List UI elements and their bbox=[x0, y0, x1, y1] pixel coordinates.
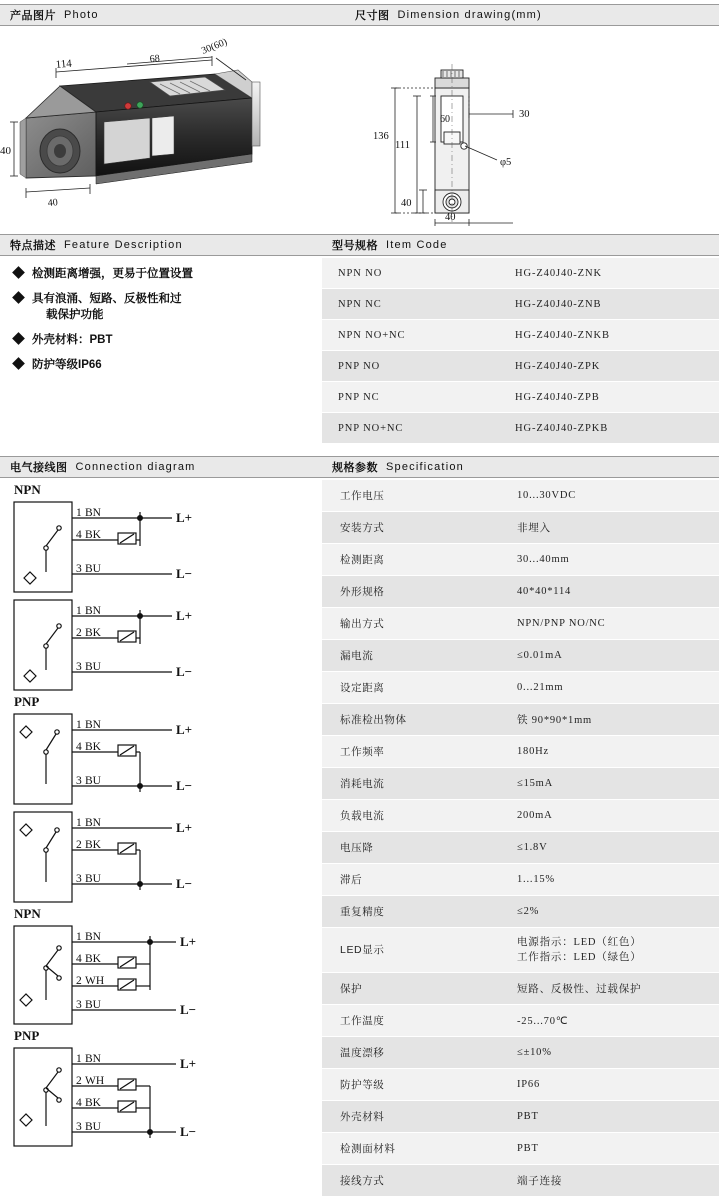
table-row bbox=[322, 928, 719, 973]
wire-label: 1 bbox=[76, 931, 82, 943]
table-row bbox=[322, 864, 719, 896]
spec-key: 接线方式 bbox=[322, 1165, 499, 1197]
table-row bbox=[322, 1037, 719, 1069]
spec-key: 设定距离 bbox=[322, 672, 499, 704]
product-photo-svg bbox=[0, 26, 345, 226]
section-header-connection bbox=[0, 456, 322, 478]
spec-value: NPN/PNP NO/NC bbox=[499, 608, 719, 640]
spec-value: 200mA bbox=[499, 800, 719, 832]
wiring-title: PNP bbox=[14, 1028, 40, 1043]
spec-value: 0...21mm bbox=[499, 672, 719, 704]
spec-key: 温度漂移 bbox=[322, 1037, 499, 1069]
section-header-feature-en: Feature Description bbox=[64, 239, 183, 251]
spec-value: 端子连接 bbox=[499, 1165, 719, 1197]
wire-label: BK bbox=[85, 953, 101, 965]
dimension-drawing bbox=[345, 26, 719, 226]
feature-text-line2: 载保护功能 bbox=[46, 309, 104, 321]
spec-key: 工作电压 bbox=[322, 480, 499, 512]
spec-value: ≤1.8V bbox=[499, 832, 719, 864]
rail-label: L− bbox=[176, 778, 193, 793]
diamond-bullet-icon bbox=[12, 332, 25, 345]
photo-dim-68: 68 bbox=[149, 53, 161, 65]
item-code: HG-Z40J40-ZPKB bbox=[499, 413, 719, 444]
item-type: NPN NO bbox=[322, 258, 499, 289]
table-row bbox=[322, 1133, 719, 1165]
feature-item bbox=[14, 266, 322, 282]
wire-label: 1 bbox=[76, 1053, 82, 1065]
feature-item bbox=[14, 332, 322, 348]
wire-label: 3 bbox=[76, 873, 82, 885]
wire-label: 4 bbox=[76, 1097, 82, 1109]
wire-label: BK bbox=[85, 529, 101, 541]
item-code: HG-Z40J40-ZNKB bbox=[499, 320, 719, 351]
feature-item bbox=[14, 291, 322, 323]
rail-label: L+ bbox=[180, 1056, 197, 1071]
wire-label: BN bbox=[85, 931, 101, 943]
spec-value: 非埋入 bbox=[499, 512, 719, 544]
item-code: HG-Z40J40-ZNB bbox=[499, 289, 719, 320]
table-row bbox=[322, 1069, 719, 1101]
spec-key: 负载电流 bbox=[322, 800, 499, 832]
specification-table bbox=[322, 480, 719, 1197]
spec-value: 40*40*114 bbox=[499, 576, 719, 608]
table-row bbox=[322, 896, 719, 928]
section-header-photo-en: Photo bbox=[64, 9, 99, 21]
diamond-bullet-icon bbox=[12, 357, 25, 370]
wire-label: BU bbox=[85, 661, 101, 673]
item-type: PNP NO bbox=[322, 351, 499, 382]
dim-30: 30 bbox=[519, 109, 530, 120]
wire-label: 3 bbox=[76, 563, 82, 575]
spec-value: PBT bbox=[499, 1101, 719, 1133]
table-row bbox=[322, 608, 719, 640]
diamond-bullet-icon bbox=[12, 266, 25, 279]
section-header-dimension-cn: 尺寸图 bbox=[355, 10, 390, 22]
item-code: HG-Z40J40-ZNK bbox=[499, 258, 719, 289]
product-photo bbox=[0, 26, 345, 226]
table-row bbox=[322, 704, 719, 736]
spec-key: 标准检出物体 bbox=[322, 704, 499, 736]
table-row bbox=[322, 351, 719, 382]
feature-text: 防护等级IP66 bbox=[32, 359, 102, 371]
spec-value: 铁 90*90*1mm bbox=[499, 704, 719, 736]
dimension-drawing-svg bbox=[345, 26, 719, 226]
item-type: NPN NO+NC bbox=[322, 320, 499, 351]
wire-label: BU bbox=[85, 999, 101, 1011]
table-row bbox=[322, 480, 719, 512]
section-header-itemcode bbox=[322, 234, 719, 256]
spec-key: 外壳材料 bbox=[322, 1101, 499, 1133]
wiring-title: PNP bbox=[14, 694, 40, 709]
table-row bbox=[322, 320, 719, 351]
photo-dim-30: 30(60) bbox=[200, 36, 229, 57]
spec-value: 180Hz bbox=[499, 736, 719, 768]
table-row bbox=[322, 413, 719, 444]
spec-key: 重复精度 bbox=[322, 896, 499, 928]
item-code: HG-Z40J40-ZPK bbox=[499, 351, 719, 382]
wire-label: BU bbox=[85, 775, 101, 787]
wire-label: BK bbox=[85, 741, 101, 753]
table-row bbox=[322, 1005, 719, 1037]
wire-label: BN bbox=[85, 719, 101, 731]
wire-label: BU bbox=[85, 1121, 101, 1133]
rail-label: L− bbox=[176, 876, 193, 891]
spec-key: 漏电流 bbox=[322, 640, 499, 672]
wire-label: BN bbox=[85, 817, 101, 829]
spec-key: 检测距离 bbox=[322, 544, 499, 576]
rail-label: L+ bbox=[176, 820, 193, 835]
wire-label: BU bbox=[85, 563, 101, 575]
dim-phi5: φ5 bbox=[500, 157, 512, 168]
spec-value-line2: 工作指示：LED（绿色） bbox=[517, 952, 642, 963]
spec-value: ≤15mA bbox=[499, 768, 719, 800]
spec-value: ≤2% bbox=[499, 896, 719, 928]
rail-label: L− bbox=[176, 566, 193, 581]
table-row bbox=[322, 640, 719, 672]
spec-value: PBT bbox=[499, 1133, 719, 1165]
section-header-itemcode-en: Item Code bbox=[386, 239, 448, 251]
feature-list bbox=[0, 258, 322, 373]
table-row bbox=[322, 800, 719, 832]
wire-label: 3 bbox=[76, 775, 82, 787]
spec-key: 防护等级 bbox=[322, 1069, 499, 1101]
dim-60: 60 bbox=[440, 114, 450, 125]
spec-value-multiline bbox=[499, 928, 719, 973]
wire-label: 2 bbox=[76, 839, 82, 851]
wire-label: BU bbox=[85, 873, 101, 885]
rail-label: L+ bbox=[176, 722, 193, 737]
wire-label: 1 bbox=[76, 719, 82, 731]
spec-value: -25...70℃ bbox=[499, 1005, 719, 1037]
section-header-photo bbox=[0, 4, 345, 26]
wire-label: BK bbox=[85, 1097, 101, 1109]
section-header-photo-cn: 产品图片 bbox=[10, 10, 56, 22]
rail-label: L− bbox=[176, 664, 193, 679]
section-header-dimension-en: Dimension drawing(mm) bbox=[397, 9, 542, 21]
table-row bbox=[322, 512, 719, 544]
spec-value: ≤0.01mA bbox=[499, 640, 719, 672]
spec-key: 输出方式 bbox=[322, 608, 499, 640]
connection-diagrams bbox=[0, 480, 322, 1160]
table-row bbox=[322, 832, 719, 864]
wire-label: BN bbox=[85, 507, 101, 519]
spec-key: 保护 bbox=[322, 973, 499, 1005]
section-header-specification bbox=[322, 456, 719, 478]
spec-key: 安装方式 bbox=[322, 512, 499, 544]
spec-key: 工作温度 bbox=[322, 1005, 499, 1037]
item-type: NPN NC bbox=[322, 289, 499, 320]
wire-label: 2 bbox=[76, 627, 82, 639]
table-row bbox=[322, 289, 719, 320]
spec-key: 外形规格 bbox=[322, 576, 499, 608]
section-header-connection-cn: 电气接线图 bbox=[10, 462, 68, 474]
section-header-specification-cn: 规格参数 bbox=[332, 462, 378, 474]
dim-40-width: 40 bbox=[445, 212, 456, 223]
table-row bbox=[322, 576, 719, 608]
dim-111: 111 bbox=[395, 140, 410, 151]
photo-dim-40-width: 40 bbox=[47, 197, 59, 209]
wire-label: WH bbox=[85, 1075, 105, 1087]
rail-label: L+ bbox=[176, 608, 193, 623]
dim-40-height: 40 bbox=[401, 198, 412, 209]
spec-value-line1: 电源指示：LED（红色） bbox=[517, 937, 642, 948]
wire-label: 1 bbox=[76, 507, 82, 519]
spec-value: ≤±10% bbox=[499, 1037, 719, 1069]
spec-key: 工作频率 bbox=[322, 736, 499, 768]
wire-label: 2 bbox=[76, 1075, 82, 1087]
section-header-dimension bbox=[345, 4, 719, 26]
feature-text: 外壳材料：PBT bbox=[32, 334, 113, 346]
item-code: HG-Z40J40-ZPB bbox=[499, 382, 719, 413]
spec-key: 电压降 bbox=[322, 832, 499, 864]
wire-label: 2 bbox=[76, 975, 82, 987]
spec-value: IP66 bbox=[499, 1069, 719, 1101]
rail-label: L− bbox=[180, 1002, 197, 1017]
item-type: PNP NC bbox=[322, 382, 499, 413]
photo-dim-114: 114 bbox=[55, 57, 73, 71]
wire-label: 1 bbox=[76, 817, 82, 829]
spec-value: 30...40mm bbox=[499, 544, 719, 576]
spec-value: 短路、反极性、过载保护 bbox=[499, 973, 719, 1005]
wire-label: 3 bbox=[76, 1121, 82, 1133]
table-row bbox=[322, 1101, 719, 1133]
rail-label: L+ bbox=[176, 510, 193, 525]
photo-dim-40-height: 40 bbox=[0, 145, 11, 157]
wire-label: 4 bbox=[76, 953, 82, 965]
section-header-itemcode-cn: 型号规格 bbox=[332, 240, 378, 252]
rail-label: L+ bbox=[180, 934, 197, 949]
wire-label: BN bbox=[85, 605, 101, 617]
table-row bbox=[322, 382, 719, 413]
section-header-feature bbox=[0, 234, 322, 256]
spec-key: 滞后 bbox=[322, 864, 499, 896]
table-row bbox=[322, 544, 719, 576]
table-row bbox=[322, 672, 719, 704]
dim-136: 136 bbox=[373, 131, 389, 142]
wire-label: BN bbox=[85, 1053, 101, 1065]
spec-value: 10...30VDC bbox=[499, 480, 719, 512]
table-row bbox=[322, 973, 719, 1005]
spec-key: LED显示 bbox=[322, 928, 499, 973]
section-header-feature-cn: 特点描述 bbox=[10, 240, 56, 252]
wire-label: 3 bbox=[76, 661, 82, 673]
wire-label: BK bbox=[85, 627, 101, 639]
feature-text: 检测距离增强，更易于位置设置 bbox=[32, 268, 193, 280]
section-header-specification-en: Specification bbox=[386, 461, 464, 473]
spec-key: 消耗电流 bbox=[322, 768, 499, 800]
item-type: PNP NO+NC bbox=[322, 413, 499, 444]
table-row bbox=[322, 1165, 719, 1197]
wiring-title: NPN bbox=[14, 906, 41, 921]
wire-label: 3 bbox=[76, 999, 82, 1011]
table-row bbox=[322, 258, 719, 289]
wiring-title: NPN bbox=[14, 482, 41, 497]
item-code-table bbox=[322, 258, 719, 444]
table-row bbox=[322, 768, 719, 800]
section-header-connection-en: Connection diagram bbox=[75, 461, 196, 473]
wire-label: 4 bbox=[76, 529, 82, 541]
wire-label: BK bbox=[85, 839, 101, 851]
wire-label: WH bbox=[85, 975, 105, 987]
wire-label: 1 bbox=[76, 605, 82, 617]
rail-label: L− bbox=[180, 1124, 197, 1139]
diamond-bullet-icon bbox=[12, 291, 25, 304]
wire-label: 4 bbox=[76, 741, 82, 753]
table-row bbox=[322, 736, 719, 768]
connection-diagram-svg bbox=[0, 480, 322, 1160]
spec-value: 1...15% bbox=[499, 864, 719, 896]
feature-item bbox=[14, 357, 322, 373]
feature-description bbox=[0, 258, 322, 382]
spec-key: 检测面材料 bbox=[322, 1133, 499, 1165]
feature-text: 具有浪涌、短路、反极性和过 bbox=[32, 293, 182, 305]
